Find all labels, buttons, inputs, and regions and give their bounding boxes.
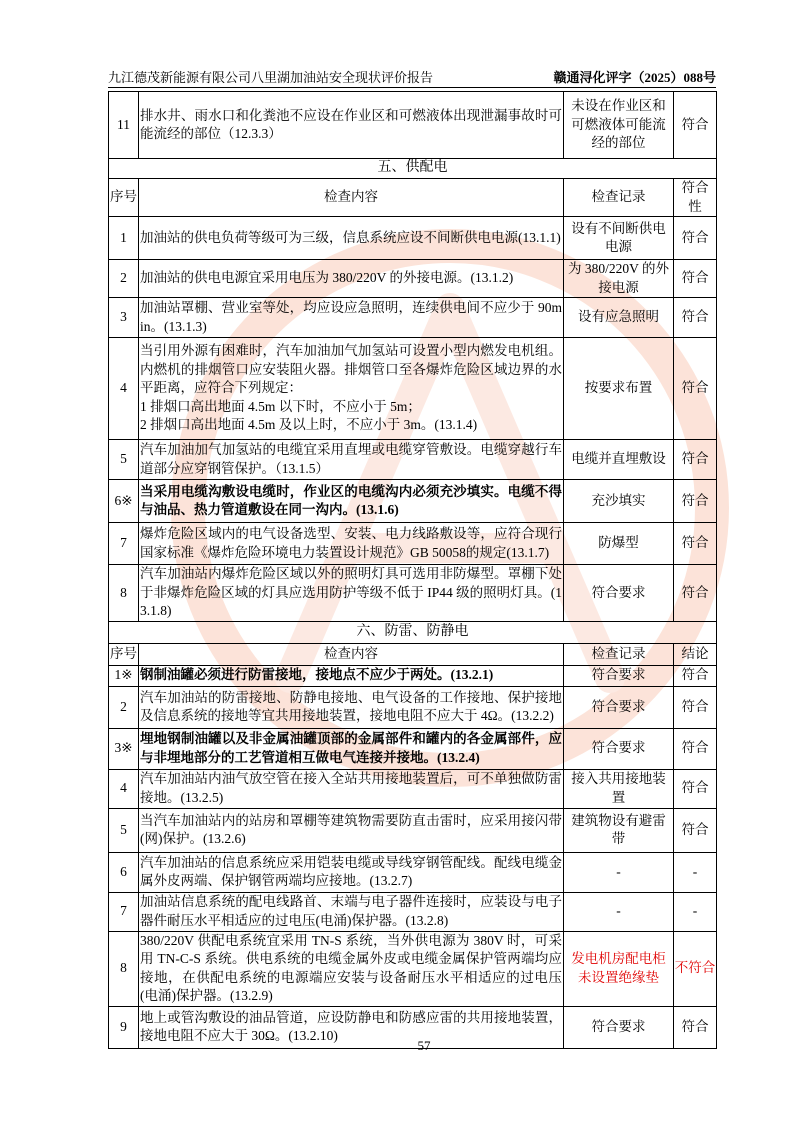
conformity: 符合	[674, 92, 717, 159]
row-number: 2	[109, 260, 139, 298]
section-title: 五、供配电	[109, 159, 717, 179]
check-record: -	[564, 852, 674, 892]
report-title: 九江德茂新能源有限公司八里湖加油站安全现状评价报告	[108, 70, 434, 85]
conformity: 符合	[674, 769, 717, 808]
table-row	[109, 931, 717, 1006]
table-row	[109, 480, 717, 523]
check-record: 设有不间断供电电源	[564, 217, 674, 260]
check-record: 防爆型	[564, 523, 674, 565]
row-number: 8	[109, 931, 139, 1006]
check-content: 埋地钢制油罐以及非金属油罐顶部的金属部件和罐内的各金属部件，应与非埋地部分的工艺管道相互做电气连接并接地。(13.2.4)	[139, 728, 564, 769]
table-row	[109, 728, 717, 769]
check-content: 排水井、雨水口和化粪池不应设在作业区和可燃液体出现泄漏事故时可能流经的部位（12.3.3）	[139, 92, 564, 159]
check-content: 加油站罩棚、营业室等处，均应设应急照明，连续供电间不应少于 90min。(13.1.3)	[139, 298, 564, 338]
row-number: 4	[109, 769, 139, 808]
check-content: 地上或管沟敷设的油品管道，应设防静电和防感应雷的共用接地装置，接地电阻不应大于 30Ω。(13.2.10)	[139, 1006, 564, 1048]
conformity-nonconform: 不符合	[674, 931, 717, 1006]
check-record: 为 380/220V 的外接电源	[564, 260, 674, 298]
check-content: 加油站信息系统的配电线路首、末端与电子器件连接时，应装设与电子器件耐压水平相适应的过电压(电涌)保护器。(13.2.8)	[139, 892, 564, 931]
col-header-no: 序号	[109, 179, 139, 217]
conformity: 符合	[674, 480, 717, 523]
page-header	[108, 69, 716, 88]
check-content: 钢制油罐必须进行防雷接地，接地点不应少于两处。(13.2.1)	[139, 665, 564, 686]
check-record: 符合要求	[564, 665, 674, 686]
check-record: 符合要求	[564, 565, 674, 622]
row-number: 5	[109, 440, 139, 480]
check-content: 当汽车加油站内的站房和罩棚等建筑物需要防直击雷时，应采用接闪带(网)保护。(13.2.6)	[139, 808, 564, 852]
check-content: 汽车加油加气加氢站的电缆宜采用直埋或电缆穿管敷设。电缆穿越行车道部分应穿钢管保护。（13.1.5）	[139, 440, 564, 480]
row-number: 7	[109, 892, 139, 931]
check-content: 汽车加油站的防雷接地、防静电接地、电气设备的工作接地、保护接地及信息系统的接地等宜共用接地装置，接地电阻不应大于 4Ω。(13.2.2)	[139, 686, 564, 728]
check-content: 汽车加油站的信息系统应采用铠装电缆或导线穿钢管配线。配线电缆金属外皮两端、保护钢管两端均应接地。(13.2.7)	[139, 852, 564, 892]
conformity: 符合	[674, 728, 717, 769]
table-row	[109, 852, 717, 892]
inspection-table	[108, 91, 717, 1049]
section-heading	[109, 159, 717, 179]
conformity: 符合	[674, 298, 717, 338]
check-record: 电缆并直埋敷设	[564, 440, 674, 480]
check-content: 加油站的供电电源宜采用电压为 380/220V 的外接电源。(13.1.2)	[139, 260, 564, 298]
table-row	[109, 338, 717, 440]
table-row	[109, 808, 717, 852]
check-record: -	[564, 892, 674, 931]
check-content: 当采用电缆沟敷设电缆时，作业区的电缆沟内必须充沙填实。电缆不得与油品、热力管道敷设在同一沟内。(13.1.6)	[139, 480, 564, 523]
conformity: 符合	[674, 523, 717, 565]
conformity: 符合	[674, 565, 717, 622]
row-number: 9	[109, 1006, 139, 1048]
table-row	[109, 298, 717, 338]
section-heading	[109, 621, 717, 643]
conformity: 符合	[674, 686, 717, 728]
conformity: 符合	[674, 338, 717, 440]
row-number: 1※	[109, 665, 139, 686]
check-content: 爆炸危险区域内的电气设备选型、安装、电力线路敷设等，应符合现行国家标准《爆炸危险环境电力装置设计规范》GB 50058的规定(13.1.7)	[139, 523, 564, 565]
conformity: -	[674, 892, 717, 931]
row-number: 1	[109, 217, 139, 260]
table-row	[109, 92, 717, 159]
table-row	[109, 565, 717, 622]
check-record: 接入共用接地装置	[564, 769, 674, 808]
col-header-result: 结论	[674, 643, 717, 665]
check-content: 当引用外源有困难时，汽车加油加气加氢站可设置小型内燃发电机组。内燃机的排烟管口应安装阻火器。排烟管口至各爆炸危险区域边界的水平距离，应符合下列规定： 1 排烟口高出地面 4.5m 以下时，不应小于 5m； 2 排烟口高出地面 4.5m 及以上时，不应小于 3m。(13.1.4)	[139, 338, 564, 440]
col-header-record: 检查记录	[564, 643, 674, 665]
check-record: 符合要求	[564, 728, 674, 769]
row-number: 6	[109, 852, 139, 892]
table-row	[109, 665, 717, 686]
check-content: 380/220V 供配电系统宜采用 TN-S 系统，当外供电源为 380V 时，可采用 TN-C-S 系统。供电系统的电缆金属外皮或电缆金属保护管两端均应接地，在供配电系统的电源端应安装与设备耐压水平相适应的过电压(电涌)保护器。(13.2.9)	[139, 931, 564, 1006]
table-row	[109, 260, 717, 298]
page-number: 57	[417, 1038, 431, 1053]
table-row	[109, 523, 717, 565]
column-header-row	[109, 643, 717, 665]
check-record: 按要求布置	[564, 338, 674, 440]
row-number: 6※	[109, 480, 139, 523]
check-record: 未设在作业区和可燃液体可能流经的部位	[564, 92, 674, 159]
check-record: 符合要求	[564, 686, 674, 728]
table-row	[109, 217, 717, 260]
check-record: 设有应急照明	[564, 298, 674, 338]
report-number: 赣通浔化评字（2025）088号	[553, 70, 716, 85]
check-content: 汽车加油站内油气放空管在接入全站共用接地装置后，可不单独做防雷接地。(13.2.5)	[139, 769, 564, 808]
conformity: 符合	[674, 217, 717, 260]
conformity: 符合	[674, 260, 717, 298]
row-number: 4	[109, 338, 139, 440]
check-record: 符合要求	[564, 1006, 674, 1048]
row-number: 3	[109, 298, 139, 338]
row-number: 3※	[109, 728, 139, 769]
check-record: 建筑物设有避雷带	[564, 808, 674, 852]
conformity: -	[674, 852, 717, 892]
col-header-content: 检查内容	[139, 643, 564, 665]
section-title: 六、防雷、防静电	[109, 621, 717, 643]
row-number: 8	[109, 565, 139, 622]
col-header-content: 检查内容	[139, 179, 564, 217]
check-content: 加油站的供电负荷等级可为三级，信息系统应设不间断供电电源(13.1.1)	[139, 217, 564, 260]
conformity: 符合	[674, 1006, 717, 1048]
table-row	[109, 892, 717, 931]
col-header-record: 检查记录	[564, 179, 674, 217]
table-row	[109, 769, 717, 808]
conformity: 符合	[674, 440, 717, 480]
column-header-row	[109, 179, 717, 217]
col-header-result: 符合性	[674, 179, 717, 217]
check-record-nonconform: 发电机房配电柜未设置绝缘垫	[564, 931, 674, 1006]
table-row	[109, 440, 717, 480]
conformity: 符合	[674, 665, 717, 686]
conformity: 符合	[674, 808, 717, 852]
row-number: 11	[109, 92, 139, 159]
row-number: 2	[109, 686, 139, 728]
table-row	[109, 686, 717, 728]
check-content: 汽车加油站内爆炸危险区域以外的照明灯具可选用非防爆型。罩棚下处于非爆炸危险区域的灯具应选用防护等级不低于 IP44 级的照明灯具。(13.1.8)	[139, 565, 564, 622]
row-number: 5	[109, 808, 139, 852]
col-header-no: 序号	[109, 643, 139, 665]
row-number: 7	[109, 523, 139, 565]
check-record: 充沙填实	[564, 480, 674, 523]
